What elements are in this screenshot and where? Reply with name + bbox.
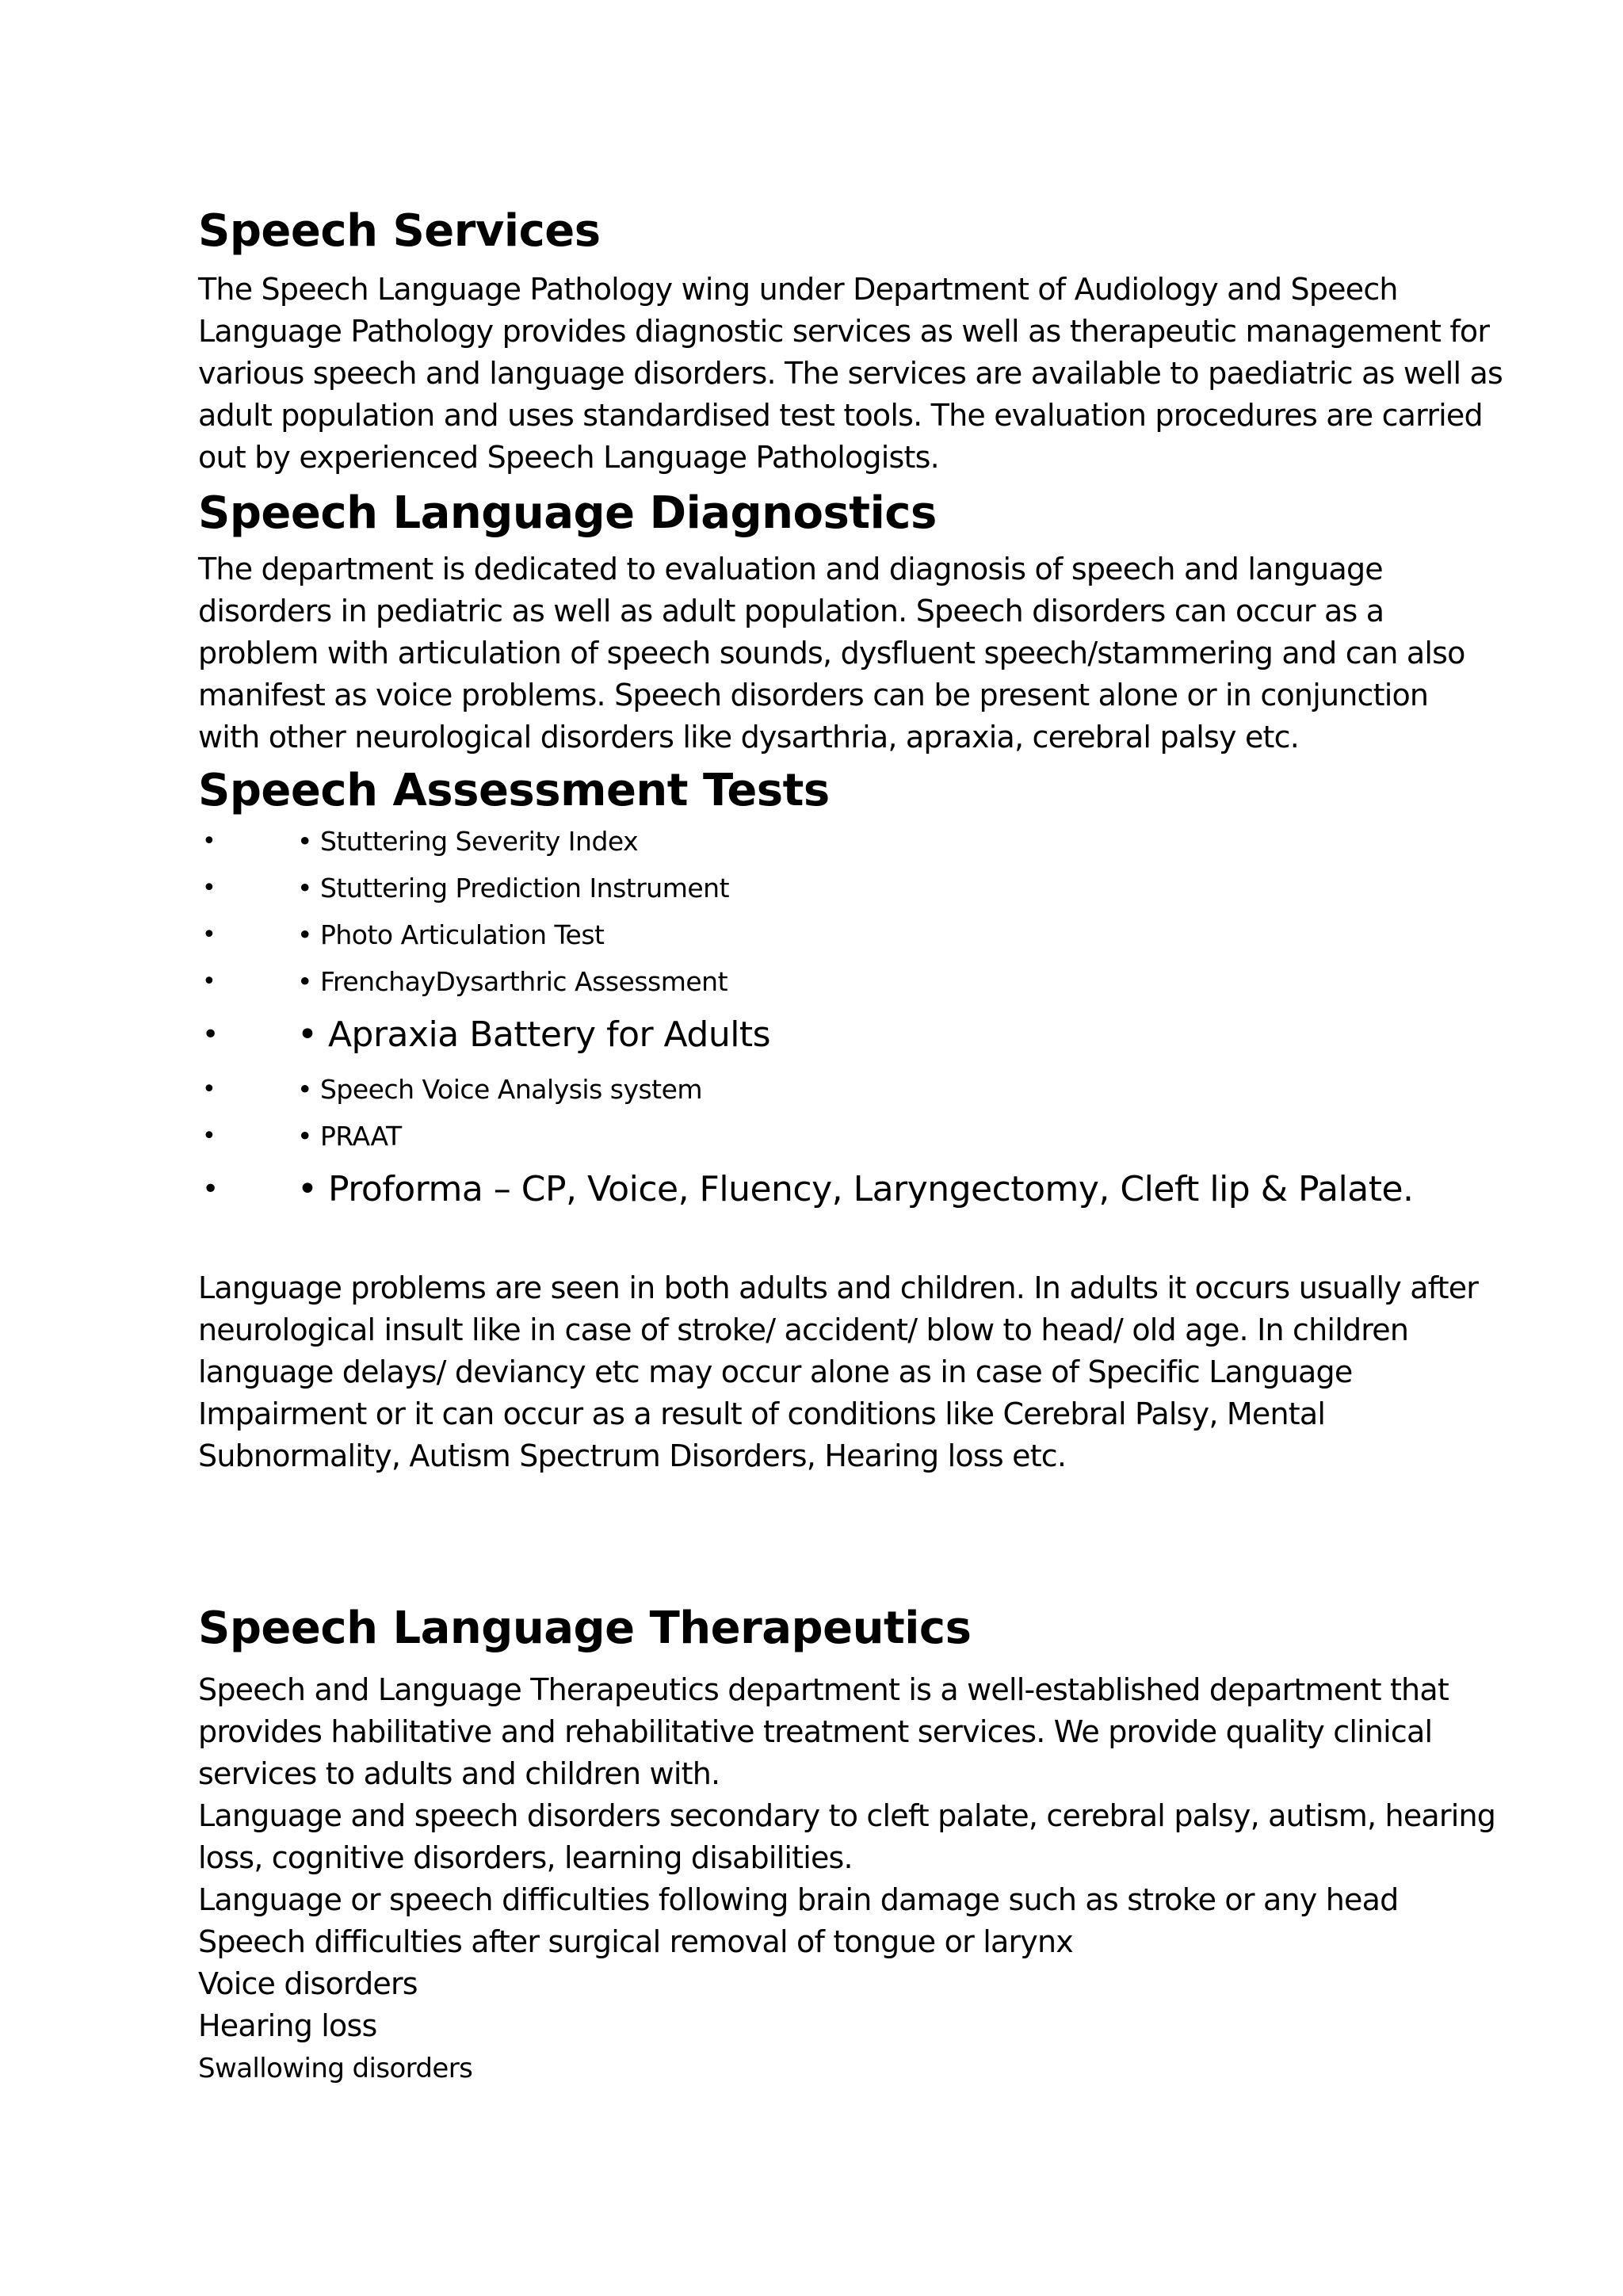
language-paragraph-line: language delays/ deviancy etc may occur alone as in case of Specific Language <box>198 1354 1353 1389</box>
diagnostics-paragraph-line: with other neurological disorders like dysarthria, apraxia, cerebral palsy etc. <box>198 720 1300 755</box>
diagnostics-paragraph-line: disorders in pediatric as well as adult population. Speech disorders can occur as a <box>198 594 1384 628</box>
heading-speech-assessment-tests: Speech Assessment Tests <box>198 765 830 816</box>
diagnostics-paragraph-line: The department is dedicated to evaluation and diagnosis of speech and language <box>198 552 1383 586</box>
therapeutics-paragraph-line: Voice disorders <box>198 1966 418 2001</box>
assessment-item-text: • Stuttering Severity Index <box>297 826 639 857</box>
therapeutics-paragraph-line: Hearing loss <box>198 2008 377 2043</box>
assessment-item-text: • PRAAT <box>297 1121 402 1152</box>
assessment-item-text: • Photo Articulation Test <box>297 919 605 950</box>
bullet-marker: • <box>202 1122 216 1150</box>
therapeutics-paragraph-line: provides habilitative and rehabilitative treatment services. We provide quality clinical <box>198 1714 1433 1749</box>
bullet-marker: • <box>202 1018 220 1051</box>
therapeutics-paragraph-line: Speech difficulties after surgical removal of tongue or larynx <box>198 1924 1073 1959</box>
assessment-list-item <box>202 966 727 997</box>
heading-speech-language-diagnostics: Speech Language Diagnostics <box>198 487 937 539</box>
assessment-list-item <box>202 873 729 904</box>
diagnostics-paragraph-line: problem with articulation of speech sounds, dysfluent speech/stammering and can also <box>198 636 1465 670</box>
therapeutics-paragraph-line: loss, cognitive disorders, learning disabilities. <box>198 1840 853 1875</box>
assessment-item-text: • Speech Voice Analysis system <box>297 1074 703 1105</box>
language-paragraph-line: neurological insult like in case of stroke/ accident/ blow to head/ old age. In children <box>198 1312 1409 1347</box>
language-paragraph-line: Language problems are seen in both adults and children. In adults it occurs usually after <box>198 1270 1479 1305</box>
heading-speech-services: Speech Services <box>198 205 601 257</box>
therapeutics-paragraph-line: Language or speech difficulties following brain damage such as stroke or any head <box>198 1882 1399 1917</box>
services-paragraph-line: various speech and language disorders. The services are available to paediatric as well as <box>198 356 1503 391</box>
assessment-item-text: • Apraxia Battery for Adults <box>297 1014 771 1055</box>
language-paragraph-line: Impairment or it can occur as a result of conditions like Cerebral Palsy, Mental <box>198 1396 1326 1431</box>
bullet-marker: • <box>202 921 216 949</box>
bullet-marker: • <box>202 1173 220 1205</box>
therapeutics-paragraph-line: Speech and Language Therapeutics department is a well-established department that <box>198 1672 1449 1707</box>
assessment-item-text: • Stuttering Prediction Instrument <box>297 873 730 904</box>
assessment-item-text: • FrenchayDysarthric Assessment <box>297 966 728 997</box>
services-paragraph-line: out by experienced Speech Language Pathologists. <box>198 440 939 475</box>
services-paragraph-line: adult population and uses standardised test tools. The evaluation procedures are carried <box>198 398 1483 433</box>
assessment-item-text: • Proforma – CP, Voice, Fluency, Laryngectomy, Cleft lip & Palate. <box>297 1169 1414 1209</box>
language-paragraph-line: Subnormality, Autism Spectrum Disorders, Hearing loss etc. <box>198 1438 1067 1473</box>
assessment-list-item <box>202 1074 702 1105</box>
assessment-list-item <box>202 826 638 857</box>
services-paragraph-line: The Speech Language Pathology wing under Department of Audiology and Speech <box>198 272 1398 307</box>
assessment-list-item <box>202 919 604 950</box>
diagnostics-paragraph-line: manifest as voice problems. Speech disorders can be present alone or in conjunction <box>198 678 1429 712</box>
therapeutics-paragraph-line: Swallowing disorders <box>198 2053 473 2084</box>
services-paragraph-line: Language Pathology provides diagnostic services as well as therapeutic management for <box>198 314 1490 349</box>
heading-speech-language-therapeutics: Speech Language Therapeutics <box>198 1603 972 1654</box>
assessment-list-item <box>202 1014 770 1055</box>
therapeutics-paragraph-line: services to adults and children with. <box>198 1756 720 1791</box>
bullet-marker: • <box>202 874 216 902</box>
bullet-marker: • <box>202 1075 216 1103</box>
assessment-list-item <box>202 1169 1414 1209</box>
bullet-marker: • <box>202 827 216 855</box>
assessment-list-item <box>202 1121 402 1152</box>
bullet-marker: • <box>202 968 216 995</box>
therapeutics-paragraph-line: Language and speech disorders secondary to cleft palate, cerebral palsy, autism, hearing <box>198 1798 1496 1833</box>
